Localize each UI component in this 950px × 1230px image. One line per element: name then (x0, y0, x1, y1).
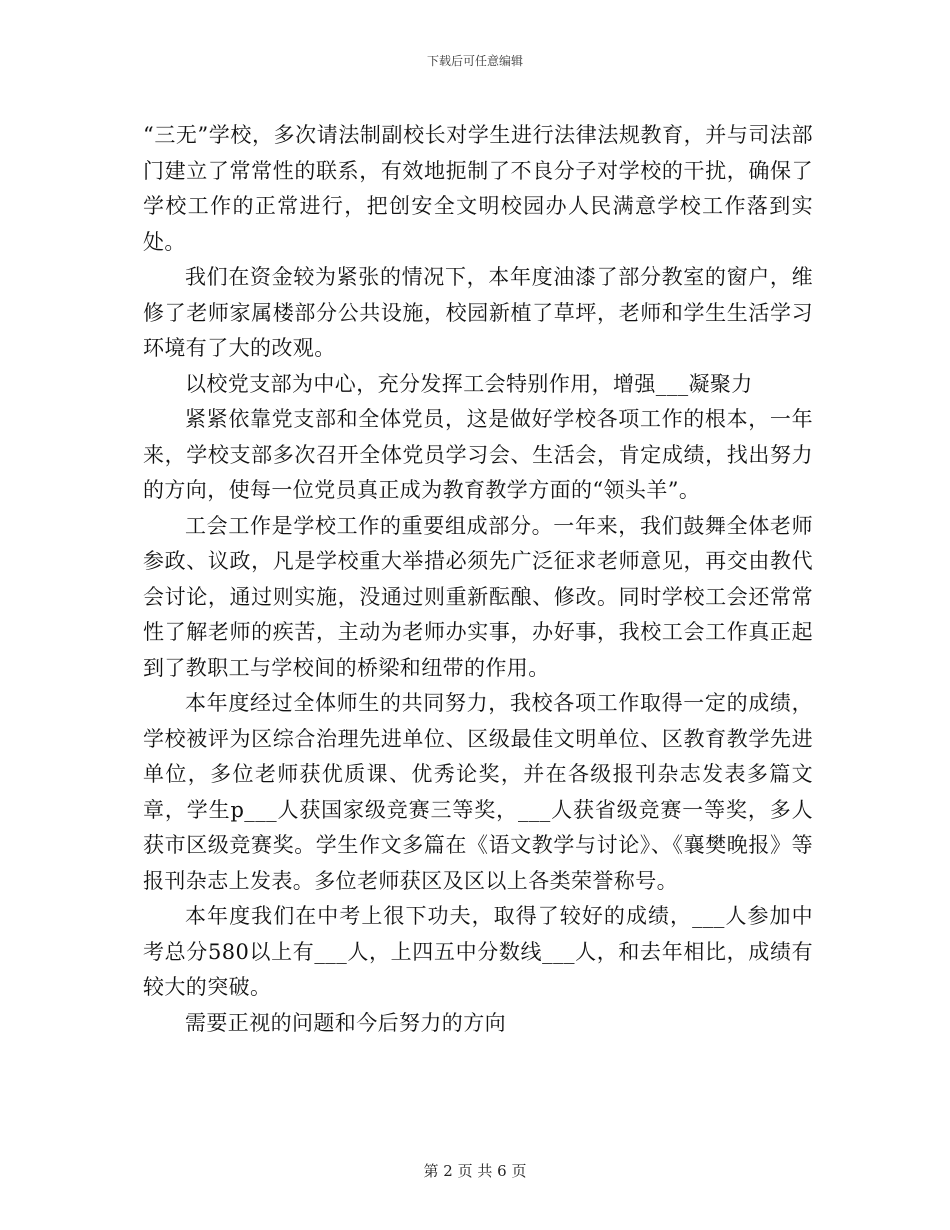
document-body (143, 118, 813, 1041)
paragraph-6: 本年度经过全体师生的共同努力，我校各项工作取得一定的成绩，学校被评为区综合治理先进单位、区级最佳文明单位、区教育教学先进单位，多位老师获优质课、优秀论奖，并在各级报刊杂志发表多篇文章，学生p___人获国家级竞赛三等奖，___人获省级竞赛一等奖，多人获市区级竞赛奖。学生作文多篇在《语文教学与讨论》、《襄樊晚报》等报刊杂志上发表。多位老师获区及区以上各类荣誉称号。 (143, 691, 813, 893)
paragraph-3-heading: 以校党支部为中心，充分发挥工会特别作用，增强___凝聚力 (185, 371, 753, 396)
page-header: 下载后可任意编辑 (426, 54, 523, 68)
paragraph-4: 紧紧依靠党支部和全体党员，这是做好学校各项工作的根本，一年来，学校支部多次召开全体党员学习会、生活会，肯定成绩，找出努力的方向，使每一位党员真正成为教育教学方面的“领头羊”。 (143, 407, 813, 502)
paragraph-7: 本年度我们在中考上很下功夫，取得了较好的成绩，___人参加中考总分580以上有___人，上四五中分数线___人，和去年相比，成绩有较大的突破。 (143, 904, 813, 999)
paragraph-2: 我们在资金较为紧张的情况下，本年度油漆了部分教室的窗户，维修了老师家属楼部分公共设施，校园新植了草坪，老师和学生生活学习环境有了大的改观。 (143, 265, 813, 360)
paragraph-8-heading: 需要正视的问题和今后努力的方向 (185, 1010, 506, 1035)
page-footer: 第 2 页 共 6 页 (423, 1162, 527, 1180)
paragraph-5: 工会工作是学校工作的重要组成部分。一年来，我们鼓舞全体老师参政、议政，凡是学校重大举措必须先广泛征求老师意见，再交由教代会讨论，通过则实施，没通过则重新酝酿、修改。同时学校工会还常常性了解老师的疾苦，主动为老师办实事，办好事，我校工会工作真正起到了教职工与学校间的桥梁和纽带的作用。 (143, 513, 813, 680)
paragraph-1: “三无”学校，多次请法制副校长对学生进行法律法规教育，并与司法部门建立了常常性的联系，有效地扼制了不良分子对学校的干扰，确保了学校工作的正常进行，把创安全文明校园办人民满意学校工作落到实处。 (143, 123, 813, 254)
